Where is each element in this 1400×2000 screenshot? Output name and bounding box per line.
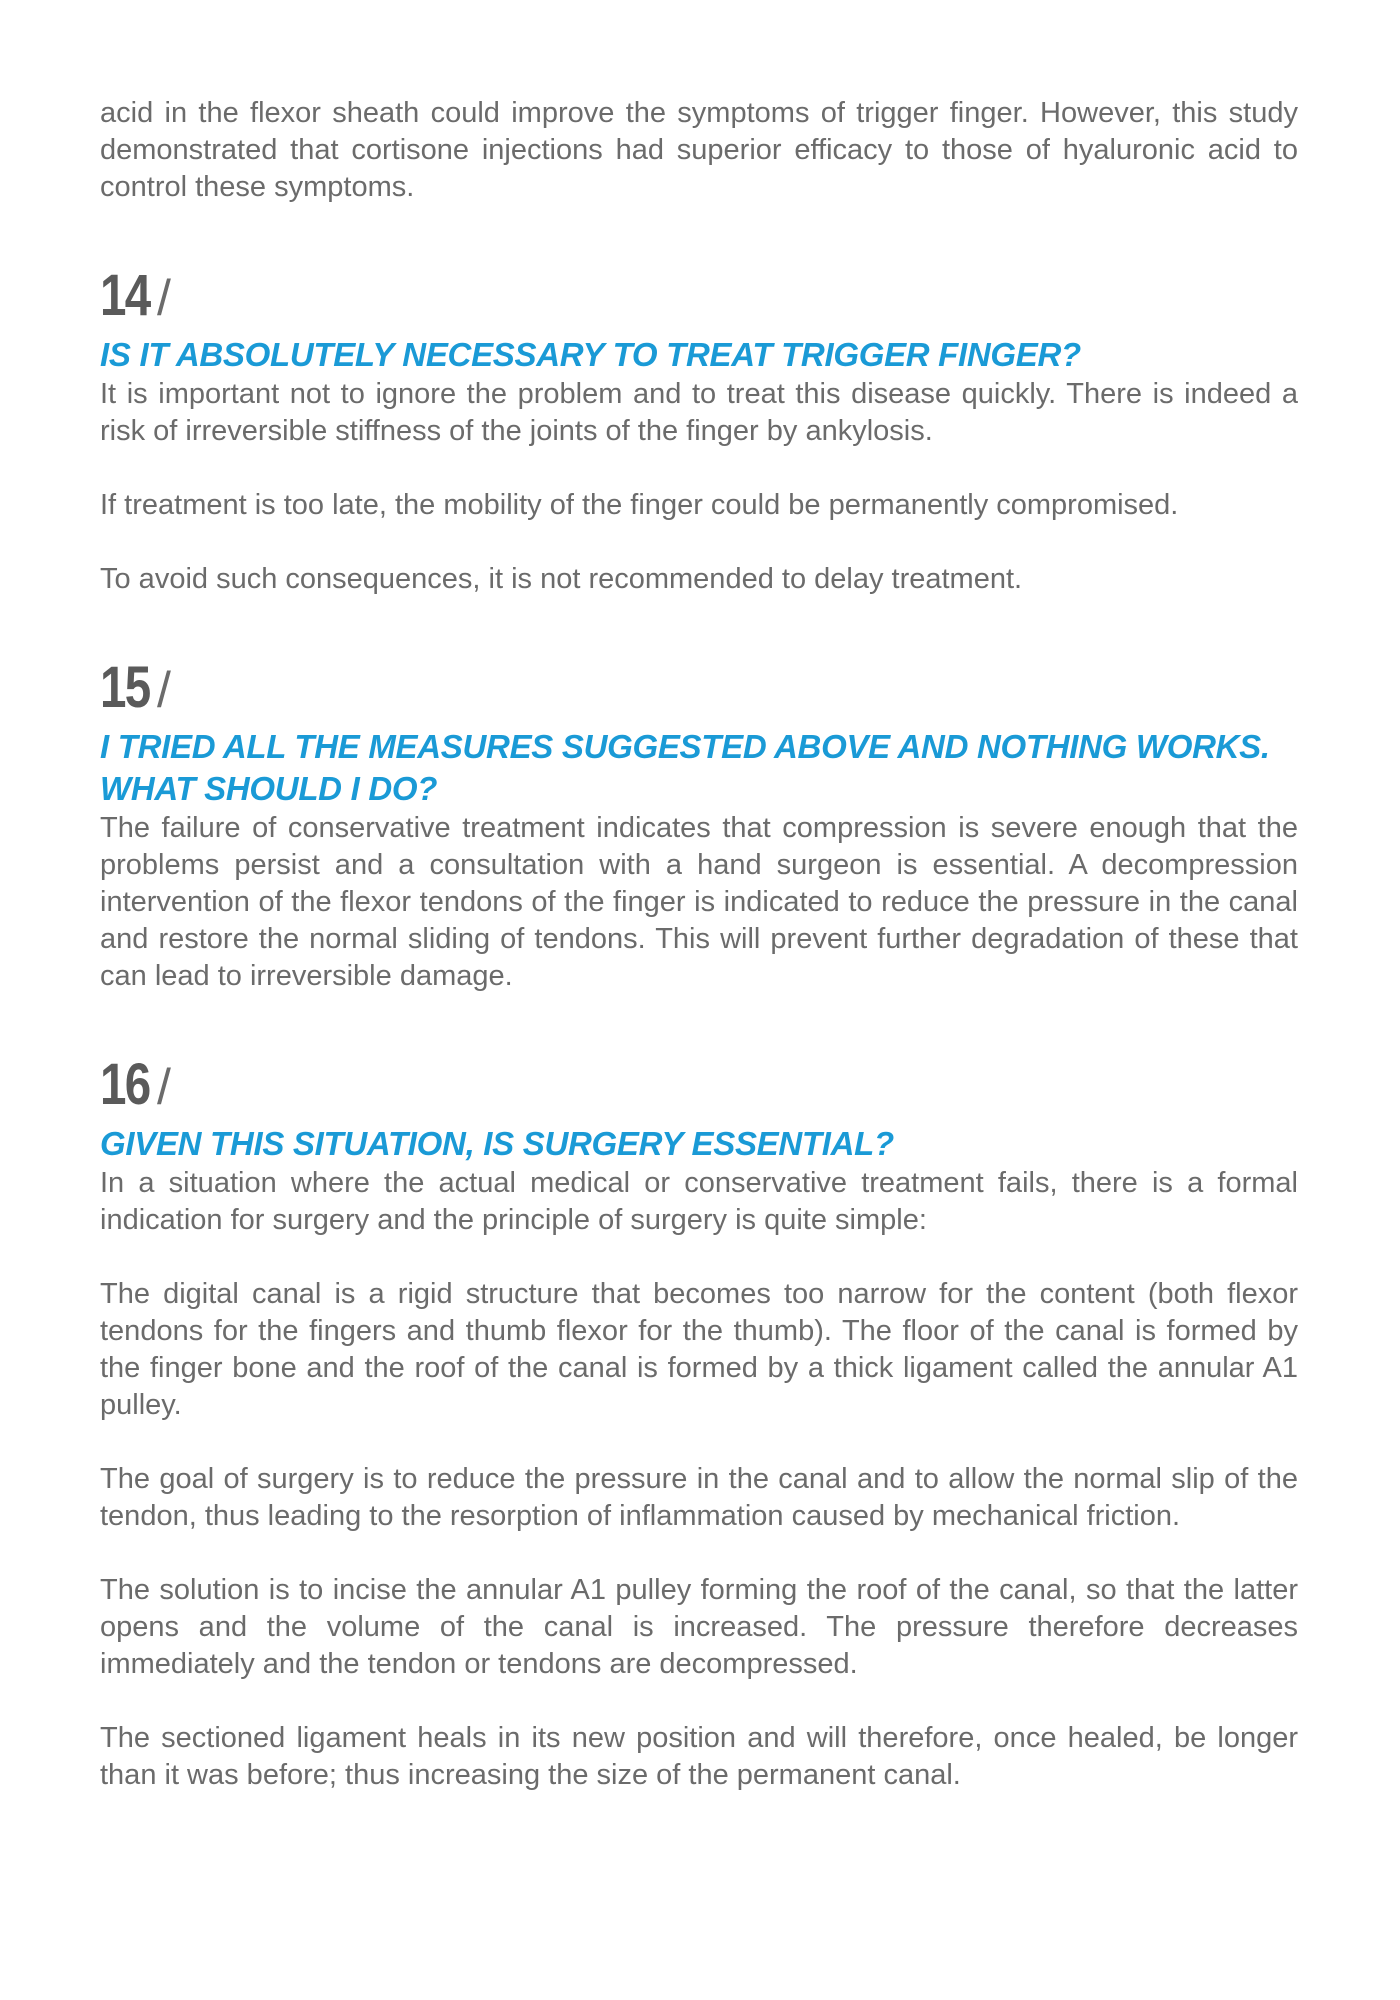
section-paragraph: The failure of conservative treatment indicates that compression is severe enough that the problems persist and a consultation with a hand surgeon is essential. A decompression intervention of the flexor tendons of the finger is indicated to reduce the pressure in the canal and restore the normal sliding of tendons. This will prevent further degradation of these that can lead to irreversible damage. bbox=[100, 812, 1298, 992]
section-paragraph: To avoid such consequences, it is not recommended to delay treatment. bbox=[100, 563, 1023, 595]
section-number: 15 bbox=[100, 655, 150, 720]
section-slash: / bbox=[156, 662, 171, 718]
section-number-row bbox=[100, 263, 1298, 328]
section-number-row bbox=[100, 1052, 1298, 1117]
section-paragraph: If treatment is too late, the mobility of the finger could be permanently compromised. bbox=[100, 489, 1179, 521]
document-page bbox=[100, 95, 1298, 1794]
section-paragraph: The goal of surgery is to reduce the pressure in the canal and to allow the normal slip of the tendon, thus leading to the resorption of inflammation caused by mechanical friction. bbox=[100, 1463, 1298, 1532]
section-number: 14 bbox=[100, 263, 150, 328]
section-paragraph: The digital canal is a rigid structure that becomes too narrow for the content (both flexor tendons for the fingers and thumb flexor for the thumb). The floor of the canal is formed by the finger bone and the roof of the canal is formed by a thick ligament called the annular A1 pulley. bbox=[100, 1278, 1298, 1421]
section-slash: / bbox=[156, 1059, 171, 1115]
section-paragraph: In a situation where the actual medical or conservative treatment fails, there is a formal indication for surgery and the principle of surgery is quite simple: bbox=[100, 1167, 1298, 1236]
section-16 bbox=[100, 1052, 1298, 1794]
section-question: GIVEN THIS SITUATION, IS SURGERY ESSENTIAL? bbox=[100, 1125, 894, 1162]
section-paragraph: The sectioned ligament heals in its new position and will therefore, once healed, be longer than it was before; thus increasing the size of the permanent canal. bbox=[100, 1722, 1298, 1791]
section-paragraph: The solution is to incise the annular A1 pulley forming the roof of the canal, so that the latter opens and the volume of the canal is increased. The pressure therefore decreases immediately and the tendon or tendons are decompressed. bbox=[100, 1574, 1298, 1680]
section-paragraph: It is important not to ignore the problem and to treat this disease quickly. There is indeed a risk of irreversible stiffness of the joints of the finger by ankylosis. bbox=[100, 378, 1298, 447]
section-14 bbox=[100, 263, 1298, 598]
intro-paragraph: acid in the flexor sheath could improve the symptoms of trigger finger. However, this study demonstrated that cortisone injections had superior efficacy to those of hyaluronic acid to control these symptoms. bbox=[100, 97, 1298, 203]
section-number-row bbox=[100, 655, 1298, 720]
section-question: IS IT ABSOLUTELY NECESSARY TO TREAT TRIGGER FINGER? bbox=[100, 336, 1081, 373]
section-question: I TRIED ALL THE MEASURES SUGGESTED ABOVE AND NOTHING WORKS. WHAT SHOULD I DO? bbox=[100, 728, 1270, 807]
section-15 bbox=[100, 655, 1298, 995]
section-number: 16 bbox=[100, 1052, 150, 1117]
section-slash: / bbox=[156, 270, 171, 326]
